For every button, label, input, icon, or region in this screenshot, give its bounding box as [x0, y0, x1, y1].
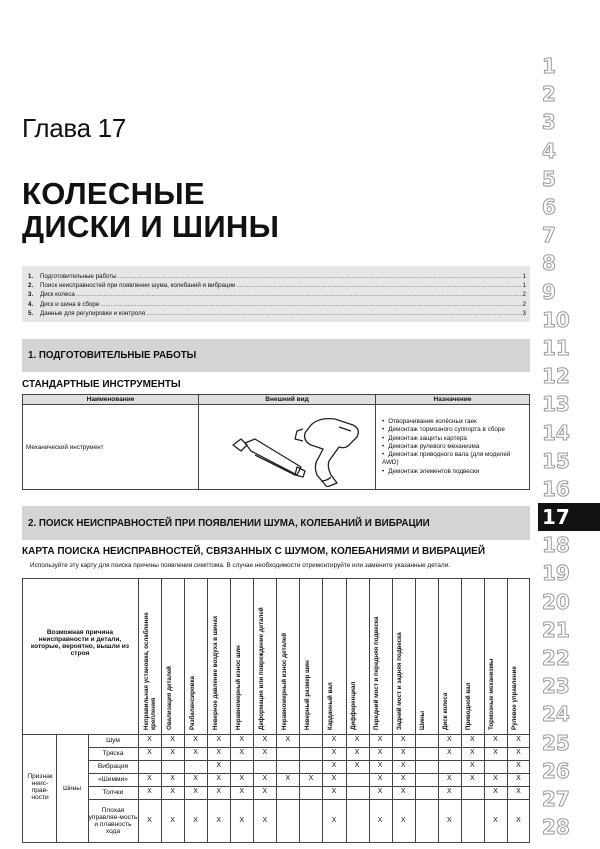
chapter-tab-2[interactable] — [538, 80, 600, 108]
cause-header: Тормозные механизмы — [488, 658, 496, 730]
chapter-tab-label: 9 — [542, 279, 556, 304]
section-heading-1: 1. ПОДГОТОВИТЕЛЬНЫЕ РАБОТЫ — [22, 339, 530, 372]
symptom-mark: X — [193, 788, 198, 795]
chapter-tab-15[interactable] — [538, 447, 600, 475]
grid-line — [369, 578, 370, 843]
chapter-tab-28[interactable] — [538, 813, 600, 841]
chapter-tab-22[interactable] — [538, 644, 600, 672]
cause-header: Дифференциал — [350, 681, 358, 730]
symptom-mark: X — [446, 736, 452, 743]
symptom-mark: X — [262, 816, 268, 824]
chapter-tab-label: 19 — [542, 561, 570, 586]
symptom-mark: X — [239, 736, 245, 743]
chapter-tab-label: 25 — [542, 730, 570, 755]
symptom-mark: X — [147, 816, 152, 824]
symptom-mark: X — [400, 762, 406, 769]
chapter-tab-20[interactable] — [538, 588, 600, 616]
symptom-mark: X — [516, 788, 521, 795]
grid-line — [88, 786, 530, 787]
symptom-mark: X — [516, 762, 521, 769]
cause-header: Неверный размер шин — [303, 660, 311, 730]
grid-line — [392, 578, 393, 843]
chapter-tab-label: 12 — [542, 364, 570, 389]
chapter-tab-4[interactable] — [538, 137, 600, 165]
cause-header: Приводной вал — [465, 682, 473, 730]
cause-header: Передний мост и передняя подвеска — [373, 616, 381, 730]
symptom-mark: X — [354, 762, 360, 769]
chapter-tab-16[interactable] — [538, 475, 600, 503]
symptom-mark: X — [400, 736, 406, 743]
symptom-mark: X — [308, 775, 314, 782]
purpose-item: • Демонтаж рулевого механизма — [382, 443, 526, 451]
tool-purposes — [376, 405, 530, 490]
chapter-tab-10[interactable] — [538, 306, 600, 334]
chapter-tab-label: 1 — [542, 54, 556, 79]
cause-header: Неравномерный износ деталей — [280, 632, 288, 730]
grid-line — [138, 578, 139, 843]
symptom-mark: X — [262, 775, 268, 782]
chapter-tab-12[interactable] — [538, 362, 600, 390]
purpose-item: • Отворачивание колёсных гаек — [382, 418, 526, 426]
symptom-mark: X — [285, 775, 291, 782]
cause-header: Деформация или повреждение деталей — [257, 607, 265, 730]
symptom-mark: X — [377, 736, 383, 743]
col-header-purpose: Назначение — [376, 395, 530, 405]
symptom-mark: X — [331, 775, 337, 782]
symptom-mark: X — [331, 788, 337, 795]
symptom-mark: X — [239, 788, 245, 795]
symptom-mark: X — [493, 736, 498, 743]
cause-header: Разбалансировка — [188, 675, 196, 730]
symptom-mark: X — [493, 788, 498, 795]
symptom-mark: X — [331, 762, 337, 769]
symptom-mark: X — [193, 816, 198, 824]
symptom-mark: X — [331, 749, 337, 756]
grid-line — [184, 578, 185, 843]
chapter-tab-label: 13 — [542, 392, 570, 417]
symptom-mark: X — [216, 736, 222, 743]
diagnostic-table — [22, 578, 530, 848]
map-heading: КАРТА ПОИСКА НЕИСПРАВНОСТЕЙ, СВЯЗАННЫХ С ШУМОМ, КОЛЕБАНИЯМИ И ВИБРАЦИЕЙ — [22, 546, 486, 557]
symptom-mark: X — [470, 749, 475, 756]
purpose-item: • Демонтаж приводного вала (для моделей AWD) — [382, 451, 526, 468]
col-header-appearance: Внешний вид — [199, 395, 376, 405]
chapter-tab-7[interactable] — [538, 221, 600, 249]
chapter-tab-label: 15 — [542, 448, 570, 473]
chapter-tab-23[interactable] — [538, 672, 600, 700]
chapter-tab-label: 20 — [542, 589, 570, 614]
symptom-mark: X — [516, 736, 521, 743]
symptom-mark: X — [331, 736, 337, 743]
toc-item[interactable]: 5. Данные для регулировки и контроля ..... 3 — [28, 309, 526, 318]
chapter-tab-1[interactable] — [538, 52, 600, 80]
symptom-mark: X — [239, 749, 245, 756]
chapter-tab-label: 2 — [542, 82, 556, 107]
symptom-mark: X — [354, 749, 360, 756]
cause-header: Неправильная установка, ослабление крепления — [142, 612, 157, 730]
symptom-mark: X — [400, 775, 406, 782]
chapter-tab-label: 28 — [542, 815, 570, 840]
symptom-mark: X — [516, 816, 521, 824]
cause-header: Рулевое управление — [511, 666, 519, 730]
map-note: Используйте эту карту для поиска причины появления симптома. В случае необходимости отремонтируйте или замените указанные детали. — [30, 562, 451, 569]
impact-wrench-icon — [199, 405, 375, 487]
symptom-mark: X — [147, 736, 152, 743]
grid-line — [438, 578, 439, 843]
toc-item[interactable]: 2. Поиск неисправностей при появлении шума, колебаний и вибрации ..... 1 — [28, 281, 526, 290]
chapter-tab-label: 7 — [542, 223, 556, 248]
symptom-group-label: Признак неис-прав-ности — [27, 773, 53, 801]
chapter-tab-label: 26 — [542, 758, 570, 783]
chapter-tab-13[interactable] — [538, 390, 600, 418]
chapter-tab-18[interactable] — [538, 531, 600, 559]
symptom-mark: X — [516, 749, 521, 756]
cause-header: Диск колеса — [442, 692, 450, 730]
chapter-tab-24[interactable] — [538, 700, 600, 728]
chapter-tab-25[interactable] — [538, 729, 600, 757]
symptom-mark: X — [216, 816, 222, 824]
cause-header: Овализация деталей — [165, 666, 173, 730]
symptom-label: Шум — [106, 737, 120, 744]
chapter-tab-5[interactable] — [538, 165, 600, 193]
cause-header: Шины — [419, 710, 427, 730]
symptom-mark: X — [470, 775, 475, 782]
grid-line — [22, 578, 23, 843]
symptom-mark: X — [147, 775, 152, 782]
chapter-tab-26[interactable] — [538, 757, 600, 785]
chapter-tab-label: 5 — [542, 166, 556, 191]
symptom-mark: X — [193, 749, 198, 756]
chapter-tab-3[interactable] — [538, 108, 600, 136]
chapter-tab-label: 22 — [542, 646, 570, 671]
symptom-mark: X — [170, 816, 175, 824]
chapter-tab-label: 4 — [542, 138, 556, 163]
cause-header: Задний мост и задняя подвеска — [396, 632, 404, 730]
chapter-tab-label: 27 — [542, 786, 570, 811]
symptom-mark: X — [377, 775, 383, 782]
symptom-mark: X — [493, 816, 498, 824]
table-of-contents — [22, 266, 530, 322]
symptom-mark: X — [446, 816, 452, 824]
grid-line — [276, 578, 277, 843]
symptom-label: Тряска — [102, 750, 124, 757]
grid-line — [529, 578, 530, 843]
symptom-mark: X — [170, 788, 175, 795]
chapter-tab-label: 3 — [542, 110, 556, 135]
chapter-tab-17[interactable] — [538, 503, 600, 531]
symptom-mark: X — [377, 762, 383, 769]
chapter-tab-14[interactable] — [538, 418, 600, 446]
symptom-mark: X — [170, 736, 175, 743]
symptom-mark: X — [331, 816, 337, 824]
symptom-label: Толчки — [102, 789, 124, 796]
chapter-tab-label: 21 — [542, 617, 570, 642]
symptom-mark: X — [262, 788, 268, 795]
grid-line — [230, 578, 231, 843]
symptom-mark: X — [216, 749, 222, 756]
chapter-tab-label: 16 — [542, 476, 570, 501]
symptom-mark: X — [400, 788, 406, 795]
toc-item[interactable]: 3. Диск колеса ..... 2 — [28, 290, 526, 299]
chapter-tab-6[interactable] — [538, 193, 600, 221]
symptom-mark: X — [285, 736, 291, 743]
symptom-mark: X — [193, 775, 198, 782]
grid-line — [322, 578, 323, 843]
symptom-mark: X — [470, 736, 475, 743]
symptom-mark: X — [239, 816, 245, 824]
grid-line — [88, 747, 530, 748]
chapter-tab-label: 18 — [542, 533, 570, 558]
grid-line — [161, 578, 162, 843]
symptom-mark: X — [147, 749, 152, 756]
symptom-label: Плохая управляе-мость и плавность хода — [88, 807, 138, 835]
symptom-mark: X — [170, 749, 175, 756]
cause-header: Неравномерный износ шин — [234, 645, 242, 730]
purpose-item: • Демонтаж элементов подвески — [382, 468, 526, 476]
grid-line — [56, 734, 57, 843]
chapter-tab-21[interactable] — [538, 616, 600, 644]
toc-item[interactable]: 4. Диск и шина в сборе ..... 2 — [28, 300, 526, 309]
tools-heading: СТАНДАРТНЫЕ ИНСТРУМЕНТЫ — [22, 379, 181, 390]
tool-image — [199, 405, 376, 490]
symptom-mark: X — [377, 749, 383, 756]
chapter-tab-label: 10 — [542, 307, 570, 332]
col-header-name: Наименование — [23, 395, 199, 405]
section-heading-2: 2. ПОИСК НЕИСПРАВНОСТЕЙ ПРИ ПОЯВЛЕНИИ ШУМА, КОЛЕБАНИЙ И ВИБРАЦИИ — [22, 506, 530, 540]
toc-item[interactable]: 1. Подготовительные работы ..... 1 — [28, 272, 526, 281]
grid-line — [346, 578, 347, 843]
symptom-mark: X — [216, 775, 222, 782]
symptom-mark: X — [400, 816, 406, 824]
cause-header: Неверное давление воздуха в шинах — [211, 615, 219, 730]
chapter-tab-label: 17 — [542, 505, 570, 530]
symptom-mark: X — [446, 775, 452, 782]
grid-line — [88, 773, 530, 774]
symptom-mark: X — [493, 775, 498, 782]
symptom-mark: X — [170, 775, 175, 782]
title-line-2: ДИСКИ И ШИНЫ — [22, 209, 280, 244]
symptom-mark: X — [470, 762, 475, 769]
symptom-mark: X — [493, 749, 498, 756]
cause-header: Карданный вал — [327, 682, 334, 730]
symptom-mark: X — [516, 775, 521, 782]
corner-header: Возможная причина неисправности и детали, которые, вероятно, вышли из строя — [30, 629, 130, 657]
grid-line — [207, 578, 208, 843]
page-title — [22, 177, 279, 243]
grid-line — [415, 578, 416, 843]
symptom-mark: X — [400, 749, 406, 756]
symptom-mark: X — [262, 749, 268, 756]
chapter-tab-27[interactable] — [538, 785, 600, 813]
symptom-mark: X — [354, 736, 360, 743]
symptom-label: Вибрация — [97, 763, 129, 770]
chapter-tab-label: 6 — [542, 195, 556, 220]
chapter-tab-11[interactable] — [538, 334, 600, 362]
symptom-label: «Шимми» — [98, 776, 128, 783]
grid-line — [507, 578, 508, 843]
chapter-tab-label: 14 — [542, 420, 570, 445]
purpose-item: • Демонтаж защиты картера — [382, 435, 526, 443]
symptom-mark: X — [147, 788, 152, 795]
symptom-mark: X — [262, 736, 268, 743]
chapter-tab-label: 24 — [542, 702, 570, 727]
grid-line — [88, 799, 530, 800]
chapter-label: Глава 17 — [22, 113, 126, 143]
chapter-tab-label: 8 — [542, 251, 556, 276]
chapter-tab-9[interactable] — [538, 278, 600, 306]
chapter-tab-19[interactable] — [538, 559, 600, 587]
title-line-1: КОЛЕСНЫЕ — [22, 176, 205, 211]
tools-table — [22, 394, 530, 490]
symptom-mark: X — [193, 736, 198, 743]
symptom-mark: X — [377, 816, 383, 824]
grid-line — [253, 578, 254, 843]
symptom-mark: X — [216, 762, 222, 769]
tool-name: Механический инструмент — [23, 405, 199, 490]
symptom-mark: X — [216, 788, 222, 795]
grid-line — [484, 578, 485, 843]
symptom-mark: X — [239, 775, 245, 782]
chapter-tabs — [538, 52, 600, 841]
symptom-mark: X — [377, 788, 383, 795]
grid-line — [299, 578, 300, 843]
purpose-item: • Демонтаж тормозного суппорта в сборе — [382, 426, 526, 434]
symptom-mark: X — [446, 749, 452, 756]
symptom-subgroup: Шины — [62, 785, 82, 792]
chapter-tab-8[interactable] — [538, 249, 600, 277]
symptom-mark: X — [446, 788, 452, 795]
grid-line — [88, 760, 530, 761]
chapter-tab-label: 11 — [542, 335, 570, 360]
chapter-tab-label: 23 — [542, 674, 570, 699]
grid-line — [461, 578, 462, 843]
